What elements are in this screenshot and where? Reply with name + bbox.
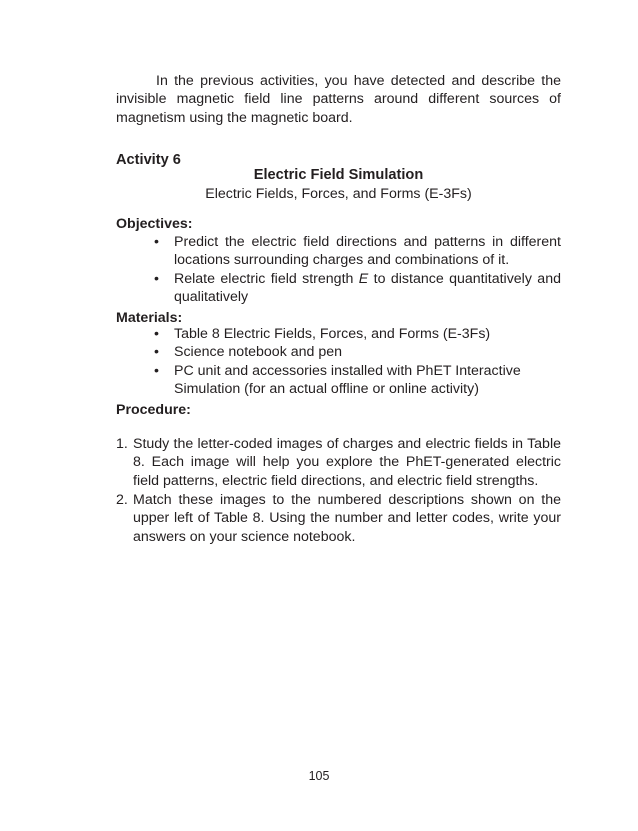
variable-e: E — [358, 270, 369, 287]
procedure-step — [116, 435, 561, 490]
list-item — [116, 362, 561, 399]
objective-text: Predict the electric field directions and patterns in different locations surrounding charges and combinations of it. — [174, 234, 561, 269]
page-number: 105 — [308, 769, 330, 783]
list-item — [116, 435, 561, 490]
objective-text-cont: to distance quantitatively and qualitatively — [174, 270, 561, 306]
bullet-icon: • — [154, 362, 159, 379]
list-item — [116, 343, 561, 361]
step-text: Study the letter-coded images of charges and electric fields in Table 8. Each image will help you explore the PhET-generated electric field patterns, electric field directions, and electric field strengths. — [133, 436, 561, 489]
step-text: Match these images to the numbered descriptions shown on the upper left of Table 8. Using the number and letter codes, write your answers on your science notebook. — [133, 492, 561, 545]
material-text: Science notebook and pen — [174, 344, 343, 361]
list-item — [116, 270, 561, 307]
bullet-icon: • — [154, 270, 159, 287]
bullet-icon: • — [154, 344, 159, 361]
materials-heading: Materials: — [116, 310, 183, 326]
bullet-icon: • — [154, 326, 159, 342]
material-text: PC unit and accessories installed with PhET Interactive Simulation (for an actual offline or online activity) — [174, 362, 521, 398]
objective-text: Relate electric field strength — [174, 270, 359, 287]
procedure-step — [116, 491, 561, 546]
activity-title: Electric Field Simulation — [253, 167, 424, 183]
list-item — [116, 233, 561, 270]
procedure-heading: Procedure: — [116, 402, 191, 418]
intro-paragraph: In the previous activities, you have detected and describe the invisible magnetic field line patterns around different sources of magnetism using the magnetic board. — [116, 73, 561, 126]
objectives-heading: Objectives: — [116, 216, 193, 232]
list-item — [116, 325, 561, 343]
bullet-icon: • — [154, 234, 159, 250]
material-text: Table 8 Electric Fields, Forces, and Forms (E-3Fs) — [174, 326, 491, 342]
activity-subtitle: Electric Fields, Forces, and Forms (E-3Fs) — [205, 186, 472, 202]
objectives-list — [116, 233, 561, 307]
list-item — [116, 491, 561, 546]
step-number: 2. — [116, 492, 128, 508]
step-number: 1. — [116, 436, 128, 452]
activity-label: Activity 6 — [116, 152, 181, 168]
materials-list — [116, 325, 561, 399]
